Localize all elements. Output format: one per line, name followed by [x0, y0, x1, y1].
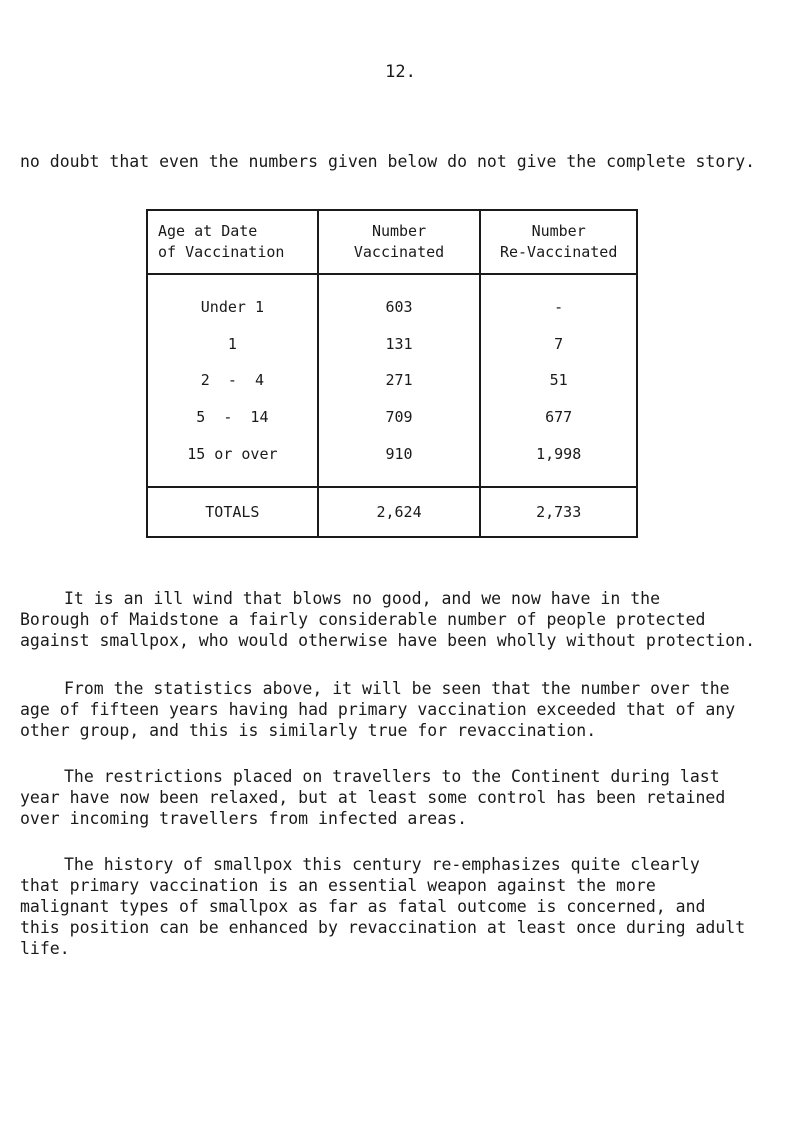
text-line: age of fifteen years having had primary vaccination exceeded that of any	[20, 700, 736, 719]
paragraph-history	[20, 854, 790, 959]
table-header-row	[147, 210, 637, 274]
cell-age: Under 1	[147, 274, 318, 326]
text-line: malignant types of smallpox as far as fatal outcome is concerned, and	[20, 897, 706, 916]
cell-vaccinated: 910	[318, 435, 481, 487]
table-row	[147, 399, 637, 436]
cell-age: 15 or over	[147, 435, 318, 487]
vaccination-table	[146, 209, 638, 538]
header-age	[147, 210, 318, 274]
table-row	[147, 435, 637, 487]
text-line: The history of smallpox this century re-emphasizes quite clearly	[64, 855, 700, 874]
header-revaccinated	[480, 210, 637, 274]
cell-age: 1	[147, 326, 318, 363]
cell-revaccinated: 51	[480, 362, 637, 399]
paragraph-statistics	[20, 678, 790, 741]
text-line: The restrictions placed on travellers to the Continent during last	[64, 767, 720, 786]
paragraph-restrictions	[20, 766, 790, 829]
header-revaccinated-line-1: Number	[531, 222, 586, 240]
text-line: It is an ill wind that blows no good, and we now have in the	[64, 589, 661, 608]
totals-vaccinated: 2,624	[318, 487, 481, 537]
cell-revaccinated: 677	[480, 399, 637, 436]
cell-vaccinated: 271	[318, 362, 481, 399]
text-line: this position can be enhanced by revaccination at least once during adult	[20, 918, 746, 937]
header-vaccinated	[318, 210, 481, 274]
table-row	[147, 326, 637, 363]
cell-vaccinated: 603	[318, 274, 481, 326]
text-line: year have now been relaxed, but at least some control has been retained	[20, 788, 726, 807]
cell-revaccinated: 7	[480, 326, 637, 363]
cell-revaccinated: -	[480, 274, 637, 326]
cell-age: 2 - 4	[147, 362, 318, 399]
header-vaccinated-line-2: Vaccinated	[353, 243, 445, 261]
page-number: 12.	[385, 62, 416, 82]
text-line: Borough of Maidstone a fairly considerable number of people protected	[20, 610, 706, 629]
cell-vaccinated: 131	[318, 326, 481, 363]
totals-label: TOTALS	[147, 487, 318, 537]
intro-sentence: no doubt that even the numbers given below do not give the complete story.	[20, 152, 756, 171]
header-age-line-1: Age at Date	[158, 222, 258, 240]
header-revaccinated-line-2: Re-Vaccinated	[499, 243, 618, 261]
paragraph-ill-wind	[20, 588, 790, 651]
text-line: other group, and this is similarly true for revaccination.	[20, 721, 597, 740]
cell-revaccinated: 1,998	[480, 435, 637, 487]
table-row	[147, 362, 637, 399]
totals-revaccinated: 2,733	[480, 487, 637, 537]
text-line: life.	[20, 939, 70, 958]
header-age-line-2: of Vaccination	[158, 243, 285, 261]
header-vaccinated-line-1: Number	[371, 222, 427, 240]
totals-row	[147, 487, 637, 537]
table-row	[147, 274, 637, 326]
text-line: that primary vaccination is an essential weapon against the more	[20, 876, 656, 895]
text-line: From the statistics above, it will be seen that the number over the	[64, 679, 730, 698]
cell-age: 5 - 14	[147, 399, 318, 436]
text-line: over incoming travellers from infected areas.	[20, 809, 468, 828]
cell-vaccinated: 709	[318, 399, 481, 436]
text-line: against smallpox, who would otherwise have been wholly without protection.	[20, 631, 756, 650]
